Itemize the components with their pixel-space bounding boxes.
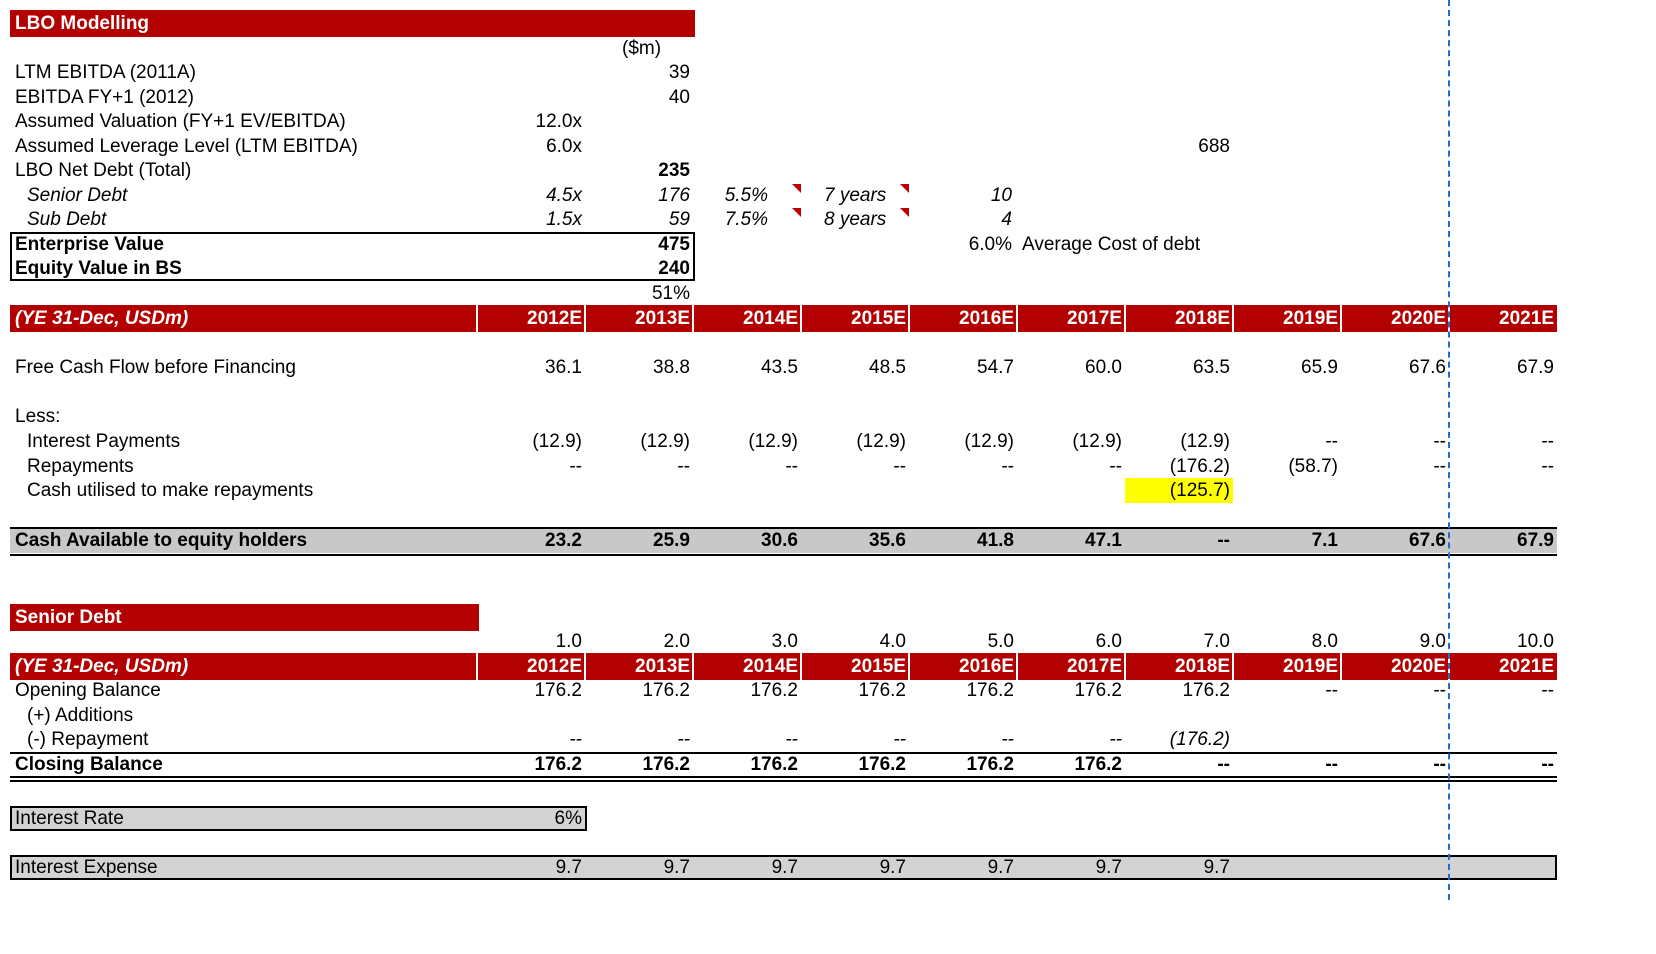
year-header-2021E: 2021E xyxy=(1499,656,1554,677)
period-cell-5[interactable]: 5.0 xyxy=(987,631,1014,652)
cash-available-double-rule xyxy=(10,554,1557,556)
column-separator xyxy=(1016,305,1018,332)
senior-rate: 5.5% xyxy=(724,185,768,206)
page-break-line xyxy=(1448,0,1450,900)
ltm-ebitda-label: LTM EBITDA (2011A) xyxy=(15,62,196,83)
closing-cell-7[interactable]: -- xyxy=(1217,754,1230,775)
repay-cell-1[interactable]: -- xyxy=(569,456,582,477)
year-header-2014E: 2014E xyxy=(743,308,798,329)
opening-cell-2[interactable]: 176.2 xyxy=(642,680,690,701)
fcf-cell-9[interactable]: 67.6 xyxy=(1409,357,1446,378)
year-header-2020E: 2020E xyxy=(1391,308,1446,329)
repayment-cell-2[interactable]: -- xyxy=(677,729,690,750)
interest-cell-1[interactable]: (12.9) xyxy=(532,431,582,452)
column-separator xyxy=(1124,305,1126,332)
page-title: LBO Modelling xyxy=(15,13,150,34)
closing-cell-3[interactable]: 176.2 xyxy=(750,754,798,775)
equity-value: 240 xyxy=(658,258,690,279)
avail-cell-9[interactable]: 67.6 xyxy=(1409,530,1446,551)
repay-cell-3[interactable]: -- xyxy=(785,456,798,477)
avg-cost-label: Average Cost of debt xyxy=(1022,234,1201,255)
year-header-2016E: 2016E xyxy=(959,656,1014,677)
year-header-2012E: 2012E xyxy=(527,656,582,677)
year-header-2020E: 2020E xyxy=(1391,656,1446,677)
opening-cell-8[interactable]: -- xyxy=(1325,680,1338,701)
closing-cell-6[interactable]: 176.2 xyxy=(1074,754,1122,775)
closing-cell-5[interactable]: 176.2 xyxy=(966,754,1014,775)
avail-cell-6[interactable]: 47.1 xyxy=(1085,530,1122,551)
opening-cell-9[interactable]: -- xyxy=(1433,680,1446,701)
interest-payments-label: Interest Payments xyxy=(27,431,181,452)
repay-cell-10[interactable]: -- xyxy=(1541,456,1554,477)
column-separator xyxy=(584,653,586,680)
fcf-cell-10[interactable]: 67.9 xyxy=(1517,357,1554,378)
interest-cell-7[interactable]: (12.9) xyxy=(1180,431,1230,452)
interest-cell-3[interactable]: (12.9) xyxy=(748,431,798,452)
cashused-cell-7[interactable]: (125.7) xyxy=(1169,480,1230,501)
repayment-cell-5[interactable]: -- xyxy=(1001,729,1014,750)
repay-cell-5[interactable]: -- xyxy=(1001,456,1014,477)
expense-cell-1[interactable]: 9.7 xyxy=(555,857,582,878)
year-header-2013E: 2013E xyxy=(635,656,690,677)
leverage-extra-value: 688 xyxy=(1198,136,1230,157)
opening-cell-7[interactable]: 176.2 xyxy=(1182,680,1230,701)
interest-cell-4[interactable]: (12.9) xyxy=(856,431,906,452)
avail-cell-10[interactable]: 67.9 xyxy=(1517,530,1554,551)
expense-cell-5[interactable]: 9.7 xyxy=(987,857,1014,878)
period-cell-4[interactable]: 4.0 xyxy=(879,631,906,652)
ltm-ebitda-value: 39 xyxy=(668,62,690,83)
opening-cell-6[interactable]: 176.2 xyxy=(1074,680,1122,701)
comment-marker-icon[interactable] xyxy=(792,208,801,217)
closing-cell-4[interactable]: 176.2 xyxy=(858,754,906,775)
column-separator xyxy=(1016,653,1018,680)
comment-marker-icon[interactable] xyxy=(792,184,801,193)
senior-debt-label: Senior Debt xyxy=(27,185,128,206)
repay-cell-7[interactable]: (176.2) xyxy=(1169,456,1230,477)
column-separator xyxy=(1232,305,1234,332)
column-separator xyxy=(476,653,478,680)
repay-cell-4[interactable]: -- xyxy=(893,456,906,477)
closing-rule-2 xyxy=(10,780,1557,782)
avail-cell-7[interactable]: -- xyxy=(1217,530,1230,551)
senior-years: 10 xyxy=(990,185,1012,206)
fcf-cell-2[interactable]: 38.8 xyxy=(653,357,690,378)
leverage-value: 6.0x xyxy=(546,136,582,157)
repayment-cell-3[interactable]: -- xyxy=(785,729,798,750)
avg-cost-value: 6.0% xyxy=(968,234,1012,255)
opening-cell-10[interactable]: -- xyxy=(1541,680,1554,701)
fcf-cell-4[interactable]: 48.5 xyxy=(869,357,906,378)
repay-cell-2[interactable]: -- xyxy=(677,456,690,477)
cash-available-label: Cash Available to equity holders xyxy=(15,530,308,551)
year-header-2019E: 2019E xyxy=(1283,656,1338,677)
repayment-cell-4[interactable]: -- xyxy=(893,729,906,750)
sub-multiple: 1.5x xyxy=(546,209,582,230)
fcf-cell-8[interactable]: 65.9 xyxy=(1301,357,1338,378)
year-header-2018E: 2018E xyxy=(1175,656,1230,677)
repay-cell-9[interactable]: -- xyxy=(1433,456,1446,477)
senior-multiple: 4.5x xyxy=(546,185,582,206)
column-separator xyxy=(1232,653,1234,680)
year-header-2013E: 2013E xyxy=(635,308,690,329)
avail-cell-3[interactable]: 30.6 xyxy=(761,530,798,551)
senior-amount: 176 xyxy=(658,185,690,206)
year-header-2018E: 2018E xyxy=(1175,308,1230,329)
closing-cell-2[interactable]: 176.2 xyxy=(642,754,690,775)
closing-cell-9[interactable]: -- xyxy=(1433,754,1446,775)
column-separator xyxy=(800,653,802,680)
period-cell-8[interactable]: 8.0 xyxy=(1311,631,1338,652)
closing-cell-1[interactable]: 176.2 xyxy=(534,754,582,775)
opening-cell-4[interactable]: 176.2 xyxy=(858,680,906,701)
repayment-cell-7[interactable]: (176.2) xyxy=(1169,729,1230,750)
period-cell-7[interactable]: 7.0 xyxy=(1203,631,1230,652)
column-separator xyxy=(476,305,478,332)
enterprise-value-label: Enterprise Value xyxy=(15,234,164,255)
closing-rule-1 xyxy=(10,776,1557,778)
additions-label: (+) Additions xyxy=(27,705,134,726)
opening-cell-3[interactable]: 176.2 xyxy=(750,680,798,701)
period-cell-10[interactable]: 10.0 xyxy=(1517,631,1554,652)
interest-rate-label: Interest Rate xyxy=(15,808,124,829)
senior-debt-title: Senior Debt xyxy=(15,607,122,628)
enterprise-value: 475 xyxy=(658,234,690,255)
interest-cell-9[interactable]: -- xyxy=(1433,431,1446,452)
period-cell-1[interactable]: 1.0 xyxy=(555,631,582,652)
expense-cell-2[interactable]: 9.7 xyxy=(663,857,690,878)
leverage-label: Assumed Leverage Level (LTM EBITDA) xyxy=(15,136,358,157)
cashflow-header-label: (YE 31-Dec, USDm) xyxy=(15,308,189,329)
comment-marker-icon[interactable] xyxy=(900,184,909,193)
expense-cell-6[interactable]: 9.7 xyxy=(1095,857,1122,878)
period-cell-3[interactable]: 3.0 xyxy=(771,631,798,652)
less-label: Less: xyxy=(15,406,61,427)
fcf-cell-7[interactable]: 63.5 xyxy=(1193,357,1230,378)
cash-utilised-label: Cash utilised to make repayments xyxy=(27,480,314,501)
fcf-cell-6[interactable]: 60.0 xyxy=(1085,357,1122,378)
year-header-2015E: 2015E xyxy=(851,656,906,677)
interest-expense-label: Interest Expense xyxy=(15,857,158,878)
avail-cell-2[interactable]: 25.9 xyxy=(653,530,690,551)
period-cell-6[interactable]: 6.0 xyxy=(1095,631,1122,652)
repayment-cell-6[interactable]: -- xyxy=(1109,729,1122,750)
year-header-2012E: 2012E xyxy=(527,308,582,329)
year-header-2014E: 2014E xyxy=(743,656,798,677)
expense-cell-7[interactable]: 9.7 xyxy=(1203,857,1230,878)
column-separator xyxy=(908,305,910,332)
year-header-2016E: 2016E xyxy=(959,308,1014,329)
year-header-2021E: 2021E xyxy=(1499,308,1554,329)
sub-rate: 7.5% xyxy=(724,209,768,230)
units-label: ($m) xyxy=(622,38,662,59)
sub-years: 4 xyxy=(1001,209,1012,230)
net-debt-value: 235 xyxy=(658,160,690,181)
closing-cell-10[interactable]: -- xyxy=(1541,754,1554,775)
senior-term: 7 years xyxy=(824,185,887,206)
fcf-cell-1[interactable]: 36.1 xyxy=(545,357,582,378)
avail-cell-8[interactable]: 7.1 xyxy=(1311,530,1338,551)
column-separator xyxy=(692,653,694,680)
repay-cell-6[interactable]: -- xyxy=(1109,456,1122,477)
fcf-cell-5[interactable]: 54.7 xyxy=(977,357,1014,378)
interest-rate-value[interactable]: 6% xyxy=(554,808,582,829)
ebitda-fy1-value: 40 xyxy=(668,87,690,108)
avail-cell-1[interactable]: 23.2 xyxy=(545,530,582,551)
avail-cell-4[interactable]: 35.6 xyxy=(869,530,906,551)
valuation-value: 12.0x xyxy=(535,111,582,132)
sub-term: 8 years xyxy=(824,209,887,230)
interest-cell-5[interactable]: (12.9) xyxy=(964,431,1014,452)
interest-cell-8[interactable]: -- xyxy=(1325,431,1338,452)
column-separator xyxy=(584,305,586,332)
fcf-label: Free Cash Flow before Financing xyxy=(15,357,296,378)
closing-balance-label: Closing Balance xyxy=(15,754,163,775)
opening-cell-5[interactable]: 176.2 xyxy=(966,680,1014,701)
fcf-cell-3[interactable]: 43.5 xyxy=(761,357,798,378)
valuation-label: Assumed Valuation (FY+1 EV/EBITDA) xyxy=(15,111,346,132)
comment-marker-icon[interactable] xyxy=(900,208,909,217)
interest-cell-10[interactable]: -- xyxy=(1541,431,1554,452)
interest-cell-2[interactable]: (12.9) xyxy=(640,431,690,452)
year-header-2015E: 2015E xyxy=(851,308,906,329)
opening-cell-1[interactable]: 176.2 xyxy=(534,680,582,701)
closing-cell-8[interactable]: -- xyxy=(1325,754,1338,775)
column-separator xyxy=(1340,305,1342,332)
repayment-label: (-) Repayment xyxy=(27,729,149,750)
year-header-2017E: 2017E xyxy=(1067,656,1122,677)
period-cell-9[interactable]: 9.0 xyxy=(1419,631,1446,652)
period-cell-2[interactable]: 2.0 xyxy=(663,631,690,652)
repayments-label: Repayments xyxy=(27,456,134,477)
year-header-2019E: 2019E xyxy=(1283,308,1338,329)
column-separator xyxy=(692,305,694,332)
expense-cell-4[interactable]: 9.7 xyxy=(879,857,906,878)
expense-cell-3[interactable]: 9.7 xyxy=(771,857,798,878)
column-separator xyxy=(908,653,910,680)
avail-cell-5[interactable]: 41.8 xyxy=(977,530,1014,551)
senior-header-label: (YE 31-Dec, USDm) xyxy=(15,656,189,677)
ebitda-fy1-label: EBITDA FY+1 (2012) xyxy=(15,87,194,108)
repay-cell-8[interactable]: (58.7) xyxy=(1288,456,1338,477)
column-separator xyxy=(1124,653,1126,680)
opening-balance-label: Opening Balance xyxy=(15,680,161,701)
year-header-2017E: 2017E xyxy=(1067,308,1122,329)
sub-debt-label: Sub Debt xyxy=(27,209,107,230)
net-debt-label: LBO Net Debt (Total) xyxy=(15,160,192,181)
column-separator xyxy=(1340,653,1342,680)
equity-value-label: Equity Value in BS xyxy=(15,258,182,279)
repayment-cell-1[interactable]: -- xyxy=(569,729,582,750)
column-separator xyxy=(800,305,802,332)
equity-percentage: 51% xyxy=(651,283,690,304)
sub-amount: 59 xyxy=(668,209,690,230)
interest-cell-6[interactable]: (12.9) xyxy=(1072,431,1122,452)
